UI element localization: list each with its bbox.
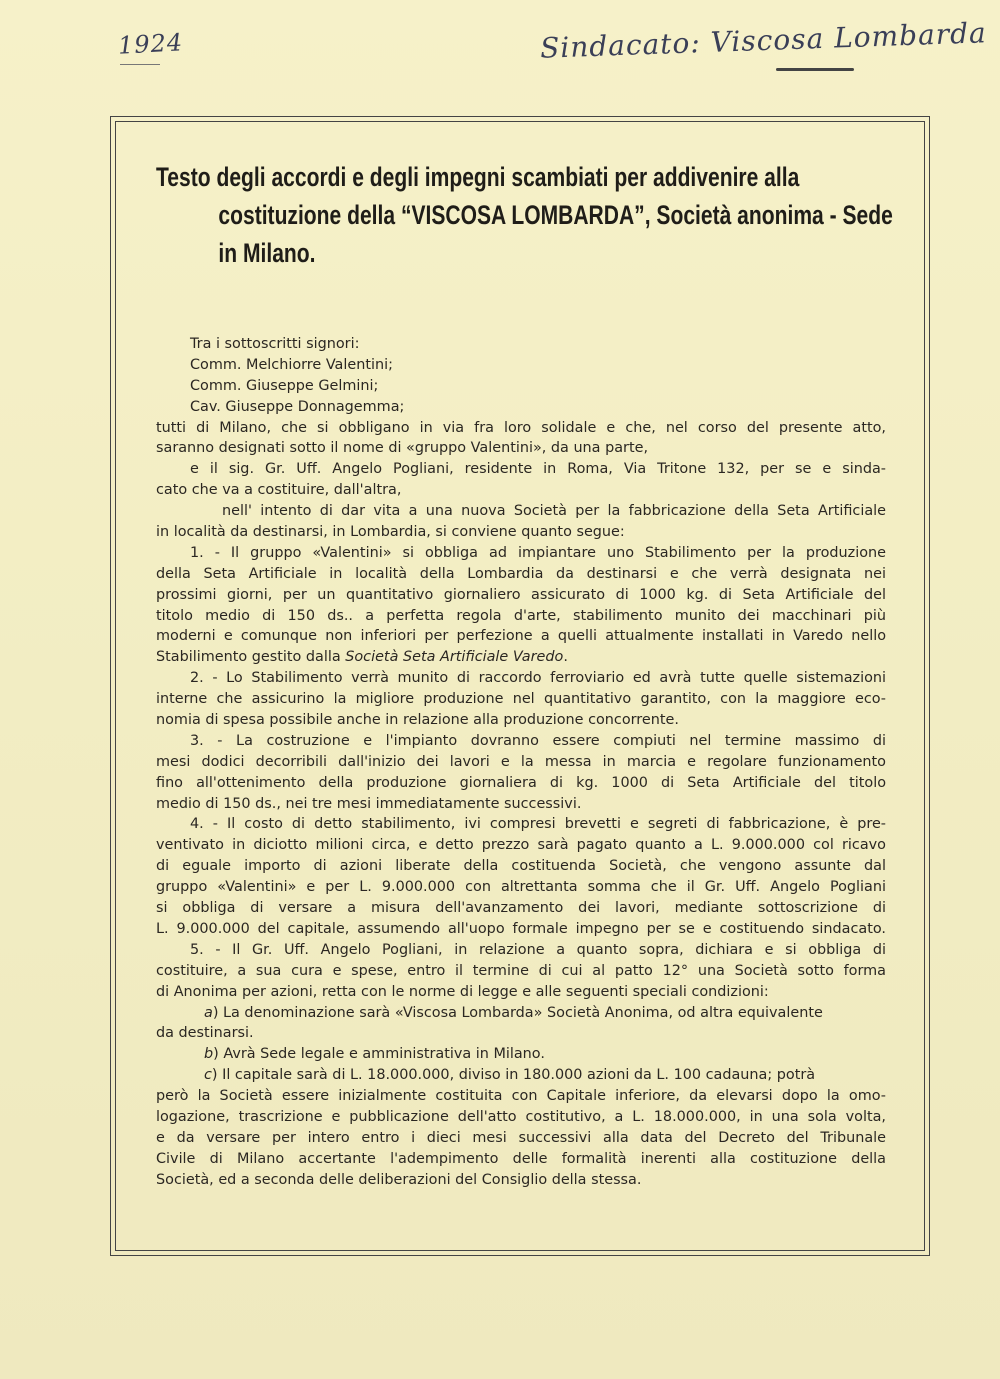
text-run: .	[563, 649, 568, 666]
text-line: L. 9.000.000 del capitale, assumendo all'uopo formale impegno per se e costituendo sindacato.	[156, 920, 886, 937]
text-line: Cav. Giuseppe Donnagemma;	[190, 398, 405, 415]
text-line: e da versare per intero entro i dieci mesi successivi alla data del Decreto del Tribunale	[156, 1129, 886, 1146]
text-line: moderni e comunque non inferiori per perfezione a quelli attualmente installati in Varedo nello	[156, 628, 886, 645]
text-line: nell' intento di dar vita a una nuova Società per la fabbricazione della Seta Artificiale	[222, 503, 886, 520]
text-line: 3. - La costruzione e l'impianto dovranno essere compiuti nel termine massimo di	[190, 732, 886, 749]
text-line	[156, 647, 886, 668]
item-letter: a	[204, 1004, 213, 1021]
text-line	[156, 1044, 886, 1065]
text-line: Società, ed a seconda delle deliberazioni del Consiglio della stessa.	[156, 1171, 642, 1188]
text-line: interne che assicurino la migliore produzione nel quantitativo garantito, con la maggiore eco-	[156, 691, 886, 708]
text-line: 2. - Lo Stabilimento verrà munito di raccordo ferroviario ed avrà tutte quelle sistemazioni	[190, 670, 886, 687]
text-line: di Anonima per azioni, retta con le norme di legge e alle seguenti speciali condizioni:	[156, 983, 769, 1000]
text-line: saranno designati sotto il nome di «gruppo Valentini», da una parte,	[156, 440, 649, 457]
text-line: ventivato in diciotto milioni circa, e detto prezzo sarà pagato quanto a L. 9.000.000 col ricavo	[156, 837, 886, 854]
text-line: Tra i sottoscritti signori:	[190, 336, 360, 352]
item-letter: c	[204, 1067, 212, 1084]
text-line: di eguale importo di azioni liberate della costituenda Società, che vengono assunte dal	[156, 858, 886, 875]
text-line: e il sig. Gr. Uff. Angelo Pogliani, residente in Roma, Via Tritone 132, per se e sinda-	[190, 461, 886, 478]
text-line: logazione, trascrizione e pubblicazione dell'atto costitutivo, a L. 18.000.000, in una sola volta,	[156, 1108, 886, 1125]
document-body	[156, 334, 886, 1191]
title-line: Testo degli accordi e degli impegni scambiati per addivenire alla	[156, 162, 800, 192]
text-line: Civile di Milano accertante l'adempimento delle formalità inerenti alla costituzione della	[156, 1150, 886, 1167]
item-letter: b	[204, 1046, 214, 1063]
text-line: nomia di spesa possibile anche in relazione alla produzione concorrente.	[156, 712, 679, 729]
handwritten-underline	[776, 68, 854, 71]
text-line: Comm. Giuseppe Gelmini;	[190, 377, 379, 394]
text-line: cato che va a costituire, dall'altra,	[156, 482, 402, 499]
text-line: costituire, a sua cura e spese, entro il termine di cui al patto 12° una Società sotto forma	[156, 962, 886, 979]
text-line	[156, 1003, 886, 1024]
company-name: Società Seta Artificiale Varedo	[345, 649, 564, 666]
text-line: titolo medio di 150 ds.. a perfetta regola d'arte, stabilimento munito dei macchinari più	[156, 607, 886, 624]
document-title	[156, 158, 893, 272]
text-line: gruppo «Valentini» e per L. 9.000.000 con altrettanta somma che il Gr. Uff. Angelo Pogliani	[156, 879, 886, 896]
text-line: 5. - Il Gr. Uff. Angelo Pogliani, in relazione a quanto sopra, dichiara e si obbliga di	[190, 941, 886, 958]
text-line: 4. - Il costo di detto stabilimento, ivi compresi brevetti e segreti di fabbricazione, è pre-	[190, 816, 886, 833]
text-run: ) La denominazione sarà «Viscosa Lombarda» Società Anonima, od altra equivalente	[212, 1004, 823, 1021]
text-run: ) Il capitale sarà di L. 18.000.000, diviso in 180.000 azioni da L. 100 cadauna; potrà	[211, 1067, 816, 1084]
text-line: fino all'ottenimento della produzione giornaliera di kg. 1000 di Seta Artificiale del titolo	[156, 774, 886, 791]
text-run: Stabilimento gestito dalla	[156, 649, 346, 666]
text-line: però la Società essere inizialmente costituita con Capitale inferiore, da elevarsi dopo la omo-	[156, 1088, 886, 1105]
text-line: tutti di Milano, che si obbligano in via fra loro solidale e che, nel corso del presente atto,	[156, 419, 886, 436]
text-line: medio di 150 ds., nei tre mesi immediatamente successivi.	[156, 795, 582, 812]
handwritten-note: Sindacato: Viscosa Lombarda	[539, 16, 988, 65]
text-line: mesi dodici decorribili dall'inizio dei lavori e la messa in marcia e regolare funzionamento	[156, 753, 886, 770]
text-line	[156, 1065, 886, 1086]
text-line: 1. - Il gruppo «Valentini» si obbliga ad impiantare uno Stabilimento per la produzione	[190, 544, 886, 561]
text-line: Comm. Melchiorre Valentini;	[190, 356, 393, 373]
title-line: in Milano.	[218, 238, 316, 268]
text-line: da destinarsi.	[156, 1025, 254, 1042]
text-run: ) Avrà Sede legale e amministrativa in Milano.	[213, 1046, 545, 1063]
handwritten-year: 1924	[117, 28, 184, 60]
handwritten-underline	[120, 64, 160, 65]
title-line: costituzione della “VISCOSA LOMBARDA”, Società anonima - Sede	[218, 200, 893, 230]
text-line: della Seta Artificiale in località della Lombardia da destinarsi e che verrà designata nei	[156, 565, 886, 582]
text-line: in località da destinarsi, in Lombardia, si conviene quanto segue:	[156, 524, 625, 541]
text-line: si obbliga di versare a misura dell'avanzamento dei lavori, mediante sottoscrizione di	[156, 900, 886, 917]
text-line: prossimi giorni, per un quantitativo giornaliero assicurato di 1000 kg. di Seta Artificiale del	[156, 586, 886, 603]
